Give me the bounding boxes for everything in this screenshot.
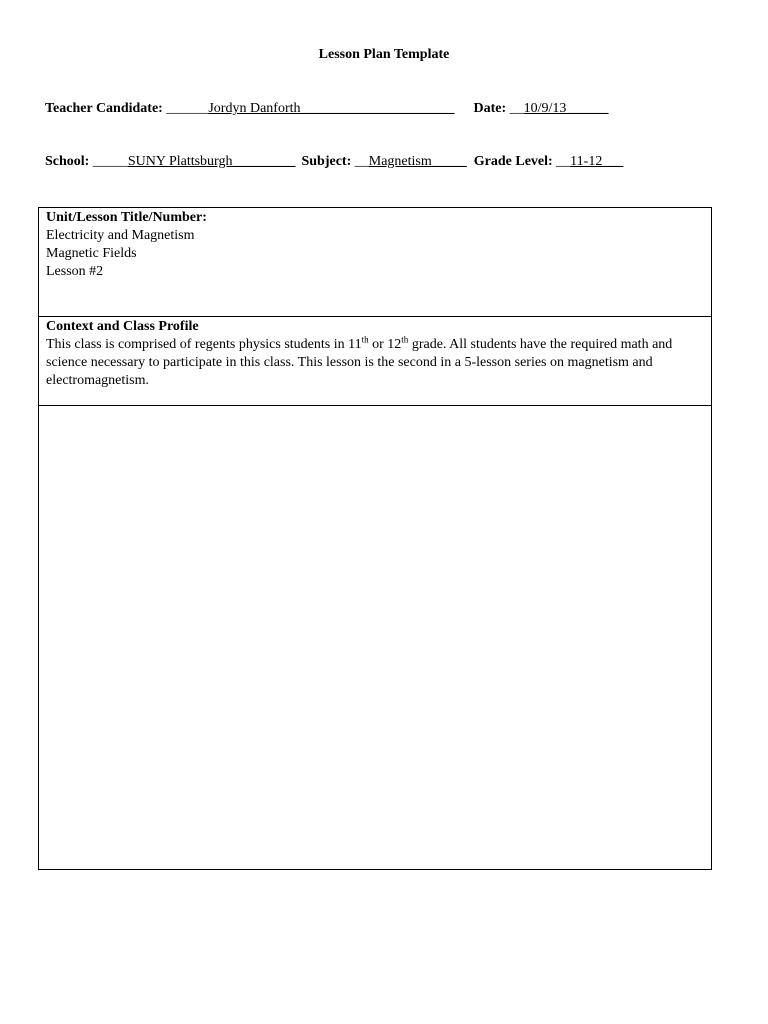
- unit-line: Electricity and Magnetism: [46, 228, 195, 243]
- date-prefix: __: [509, 101, 524, 116]
- school-prefix: _____: [92, 154, 128, 169]
- school-subject-grade-line: [45, 154, 623, 170]
- teacher-date-line: [45, 101, 608, 117]
- subject-label: Subject:: [301, 154, 352, 169]
- school-value: SUNY Plattsburgh: [127, 154, 233, 169]
- context-cell: [39, 317, 711, 406]
- date-value: 10/9/13: [523, 101, 567, 116]
- unit-heading: Unit/Lesson Title/Number:: [46, 210, 207, 225]
- grade-suffix: ___: [602, 154, 624, 169]
- date-label: Date:: [473, 101, 507, 116]
- teacher-value: Jordyn Danforth: [208, 101, 301, 116]
- teacher-label: Teacher Candidate:: [45, 101, 163, 116]
- school-label: School:: [45, 154, 90, 169]
- grade-value: 11-12: [570, 154, 603, 169]
- subject-suffix: _____: [431, 154, 467, 169]
- empty-cell: [39, 406, 711, 869]
- unit-line: Magnetic Fields: [46, 246, 137, 261]
- context-superscript: th: [401, 334, 409, 345]
- context-heading: Context and Class Profile: [46, 319, 199, 334]
- teacher-suffix: ______________________: [300, 101, 455, 116]
- school-suffix: _________: [232, 154, 296, 169]
- subject-value: Magnetism: [368, 154, 432, 169]
- context-text-part: grade. All students have the required math and science necessary to participate in this class. This lesson is the second in a 5-lesson series on magnetism and electromagnetism.: [46, 337, 673, 388]
- context-superscript: th: [361, 334, 369, 345]
- grade-label: Grade Level:: [473, 154, 553, 169]
- date-suffix: ______: [566, 101, 609, 116]
- teacher-prefix: ______: [166, 101, 209, 116]
- subject-prefix: __: [354, 154, 369, 169]
- context-text-part: or 12: [368, 337, 402, 352]
- unit-cell: [39, 208, 711, 317]
- document-title: Lesson Plan Template: [318, 47, 450, 62]
- context-text: [46, 336, 704, 390]
- grade-prefix: __: [556, 154, 571, 169]
- context-text-part: This class is comprised of regents physics students in 11: [46, 337, 362, 352]
- lesson-plan-table: [38, 207, 712, 870]
- unit-line: Lesson #2: [46, 264, 104, 279]
